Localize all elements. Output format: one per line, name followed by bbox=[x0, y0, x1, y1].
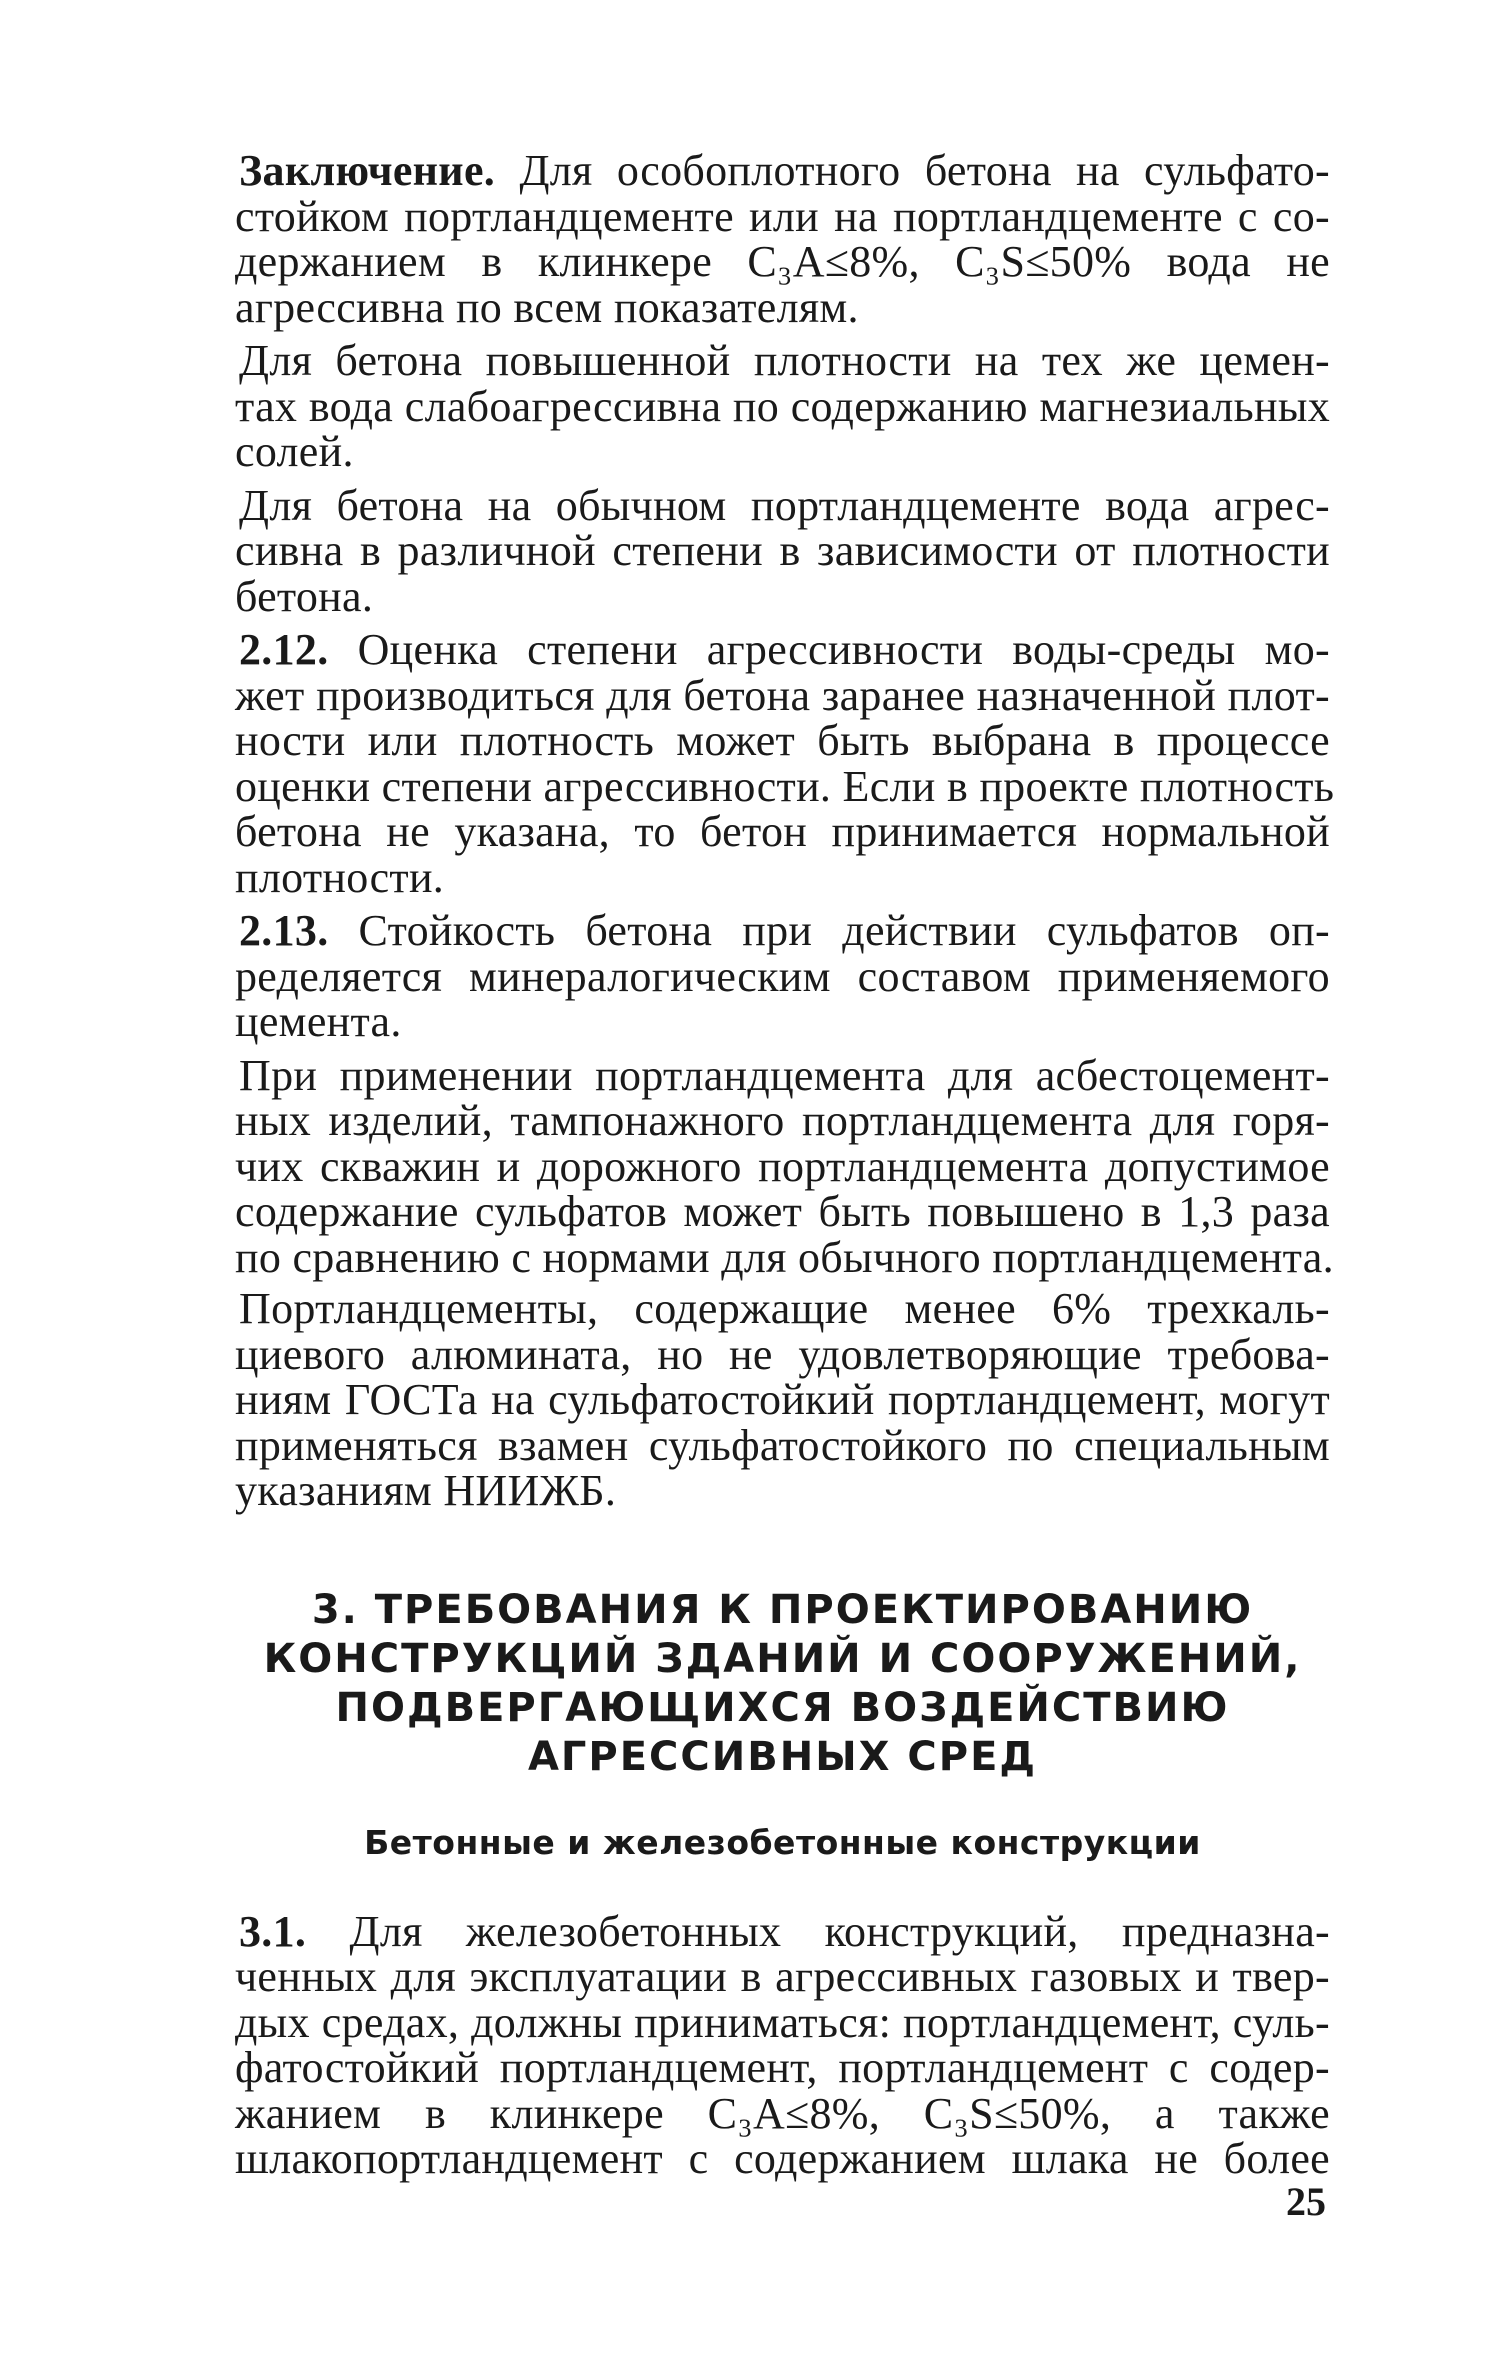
paragraph bbox=[235, 480, 1330, 621]
paragraph-conclusion bbox=[235, 148, 1330, 330]
line-text: Портландцементы, содержащие менее 6% трехкаль- bbox=[239, 1284, 1330, 1333]
text-line: циевого алюмината, но не удовлетворяющие требова- bbox=[235, 1329, 1330, 1379]
line-text: Для особоплотного бетона на сульфато- bbox=[519, 146, 1330, 195]
text-line: оценки степени агрессивности. Если в проекте плотность bbox=[235, 761, 1335, 811]
text-line: бетона. bbox=[235, 571, 374, 621]
text-line: стойком портландцементе или на портландцементе с со- bbox=[235, 191, 1330, 241]
line-text: Оценка степени агрессивности воды-среды мо- bbox=[357, 625, 1330, 674]
subsection-title: Бетонные и железобетонные конструкции bbox=[364, 1822, 1201, 1862]
text-line: содержание сульфатов может быть повышено в 1,3 раза bbox=[235, 1187, 1330, 1236]
text-line: плотности. bbox=[235, 852, 445, 902]
section-title-line: 3. ТРЕБОВАНИЯ К ПРОЕКТИРОВАНИЮ bbox=[311, 1586, 1254, 1633]
section-title-line: ПОДВЕРГАЮЩИХСЯ ВОЗДЕЙСТВИЮ bbox=[335, 1684, 1230, 1731]
text-line: держанием в клинкере C₃A≤8%, C₃S≤50% вода не bbox=[235, 237, 1330, 286]
text-line: цемента. bbox=[235, 997, 402, 1046]
text-line: бетона не указана, то бетон принимается нормальной bbox=[235, 807, 1330, 856]
text-line: ных изделий, тампонажного портландцемента для горя- bbox=[235, 1096, 1330, 1145]
line-text: Для бетона на обычном портландцементе вода агрес- bbox=[239, 480, 1330, 530]
paragraph-number: 2.13. bbox=[239, 906, 329, 955]
text-line: фатостойкий портландцемент, портландцемент с содер- bbox=[235, 2043, 1330, 2092]
line-text: Стойкость бетона при действии сульфатов оп- bbox=[358, 906, 1330, 955]
paragraph bbox=[235, 1050, 1334, 1282]
text-line: ниям ГОСТа на сульфатостойкий портландцемент, могут bbox=[235, 1375, 1330, 1424]
line-text: При применении портландцемента для асбестоцемент- bbox=[239, 1050, 1330, 1100]
text-line: тах вода слабоагрессивна по содержанию магнезиальных bbox=[235, 381, 1330, 431]
text-line bbox=[235, 1906, 1330, 1956]
paragraph-3-1 bbox=[235, 1906, 1330, 2183]
line-text: Для бетона повышенной плотности на тех же цемен- bbox=[239, 336, 1330, 385]
text-line: применяться взамен сульфатостойкого по специальным bbox=[235, 1420, 1330, 1470]
text-line bbox=[235, 480, 1330, 530]
text-line bbox=[235, 908, 1330, 954]
text-line: шлакопортландцемент с содержанием шлака не более bbox=[235, 2134, 1330, 2183]
page-number: 25 bbox=[1286, 2179, 1326, 2224]
text-line bbox=[235, 1286, 1330, 1332]
text-line: ности или плотность может быть выбрана в процессе bbox=[235, 716, 1330, 765]
text-line: жанием в клинкере C₃A≤8%, C₃S≤50%, а также bbox=[235, 2088, 1330, 2138]
paragraph bbox=[235, 338, 1330, 475]
text-line bbox=[235, 1050, 1330, 1100]
text-line: чих скважин и дорожного портландцемента допустимое bbox=[235, 1141, 1330, 1191]
line-text: Для железобетонных конструкций, предназна- bbox=[349, 1906, 1330, 1956]
text-line: указаниям НИИЖБ. bbox=[235, 1466, 617, 1515]
section-title-line: КОНСТРУКЦИЙ ЗДАНИЙ И СООРУЖЕНИЙ, bbox=[263, 1635, 1302, 1682]
text-line: агрессивна по всем показателям. bbox=[235, 282, 859, 332]
text-line: сивна в различной степени в зависимости от плотности bbox=[235, 526, 1330, 575]
paragraph-2-12 bbox=[235, 625, 1335, 902]
text-line: ределяется минералогическим составом применяемого bbox=[235, 951, 1330, 1001]
text-line: солей. bbox=[235, 427, 354, 476]
page-body bbox=[235, 146, 1335, 2187]
paragraph-2-13 bbox=[235, 908, 1330, 1045]
text-line bbox=[235, 627, 1330, 673]
section-title bbox=[235, 1586, 1330, 1782]
text-line bbox=[235, 148, 1330, 194]
text-line: дых средах, должны приниматься: портландцемент, суль- bbox=[235, 1997, 1330, 2047]
paragraph-number: 3.1. bbox=[239, 1906, 307, 1956]
text-line bbox=[235, 338, 1330, 384]
paragraph-lead: Заключение. bbox=[239, 146, 496, 195]
paragraph-number: 2.12. bbox=[239, 625, 329, 674]
paragraph bbox=[235, 1286, 1330, 1514]
section-title-line: АГРЕССИВНЫХ СРЕД bbox=[527, 1733, 1038, 1780]
text-line: по сравнению с нормами для обычного портландцемента. bbox=[235, 1232, 1334, 1282]
text-line: жет производиться для бетона заранее назначенной плот- bbox=[235, 670, 1330, 720]
text-line: ченных для эксплуатации в агрессивных газовых и твер- bbox=[235, 1952, 1330, 2001]
